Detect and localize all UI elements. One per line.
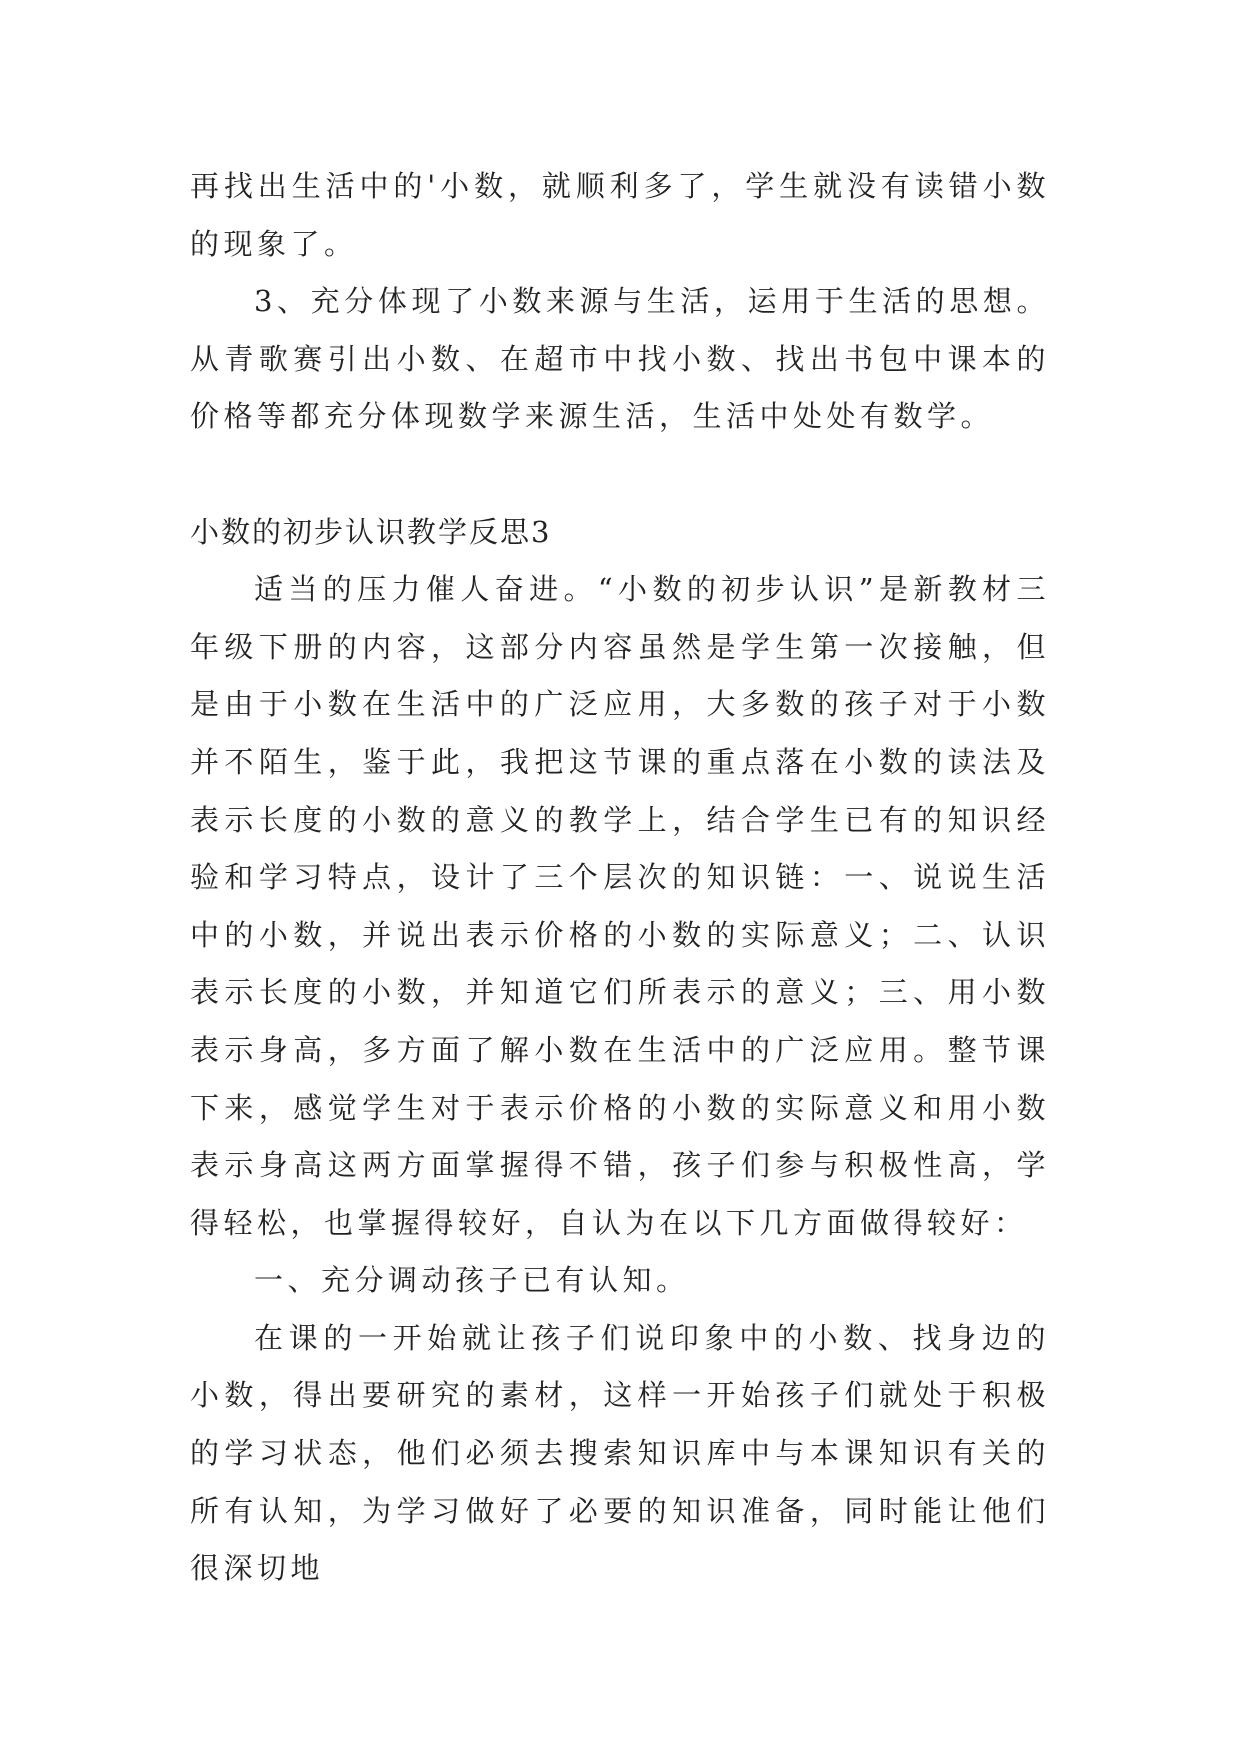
paragraph-body-1: 在课的一开始就让孩子们说印象中的小数、找身边的小数，得出要研究的素材，这样一开始孩子们就处于积极的学习状态，他们必须去搜索知识库中与本课知识有关的所有认知，为学习做好了必要的知识准备，同时能让他们很深切地 bbox=[190, 1320, 1050, 1586]
document-body bbox=[190, 158, 1050, 1598]
section-title: 小数的初步认识教学反思3 bbox=[190, 514, 552, 549]
paragraph-subheading-1: 一、充分调动孩子已有认知。 bbox=[254, 1263, 690, 1298]
paragraph-continuation: 再找出生活中的'小数，就顺利多了，学生就没有读错小数的现象了。 bbox=[190, 169, 1050, 261]
section-spacer bbox=[190, 446, 1050, 504]
paragraph-intro: 适当的压力催人奋进。“小数的初步认识”是新教材三年级下册的内容，这部分内容虽然是学生第一次接触，但是由于小数在生活中的广泛应用，大多数的孩子对于小数并不陌生，鉴于此，我把这节课的重点落在小数的读法及表示长度的小数的意义的教学上，结合学生已有的知识经验和学习特点，设计了三个层次的知识链：一、说说生活中的小数，并说出表示价格的小数的实际意义；二、认识表示长度的小数，并知道它们所表示的意义；三、用小数表示身高，多方面了解小数在生活中的广泛应用。整节课下来，感觉学生对于表示价格的小数的实际意义和用小数表示身高这两方面掌握得不错，孩子们参与积极性高，学得轻松，也掌握得较好，自认为在以下几方面做得较好： bbox=[190, 572, 1050, 1240]
paragraph-point-3: 3、充分体现了小数来源与生活，运用于生活的思想。从青歌赛引出小数、在超市中找小数、找出书包中课本的价格等都充分体现数学来源生活，生活中处处有数学。 bbox=[190, 284, 1050, 434]
